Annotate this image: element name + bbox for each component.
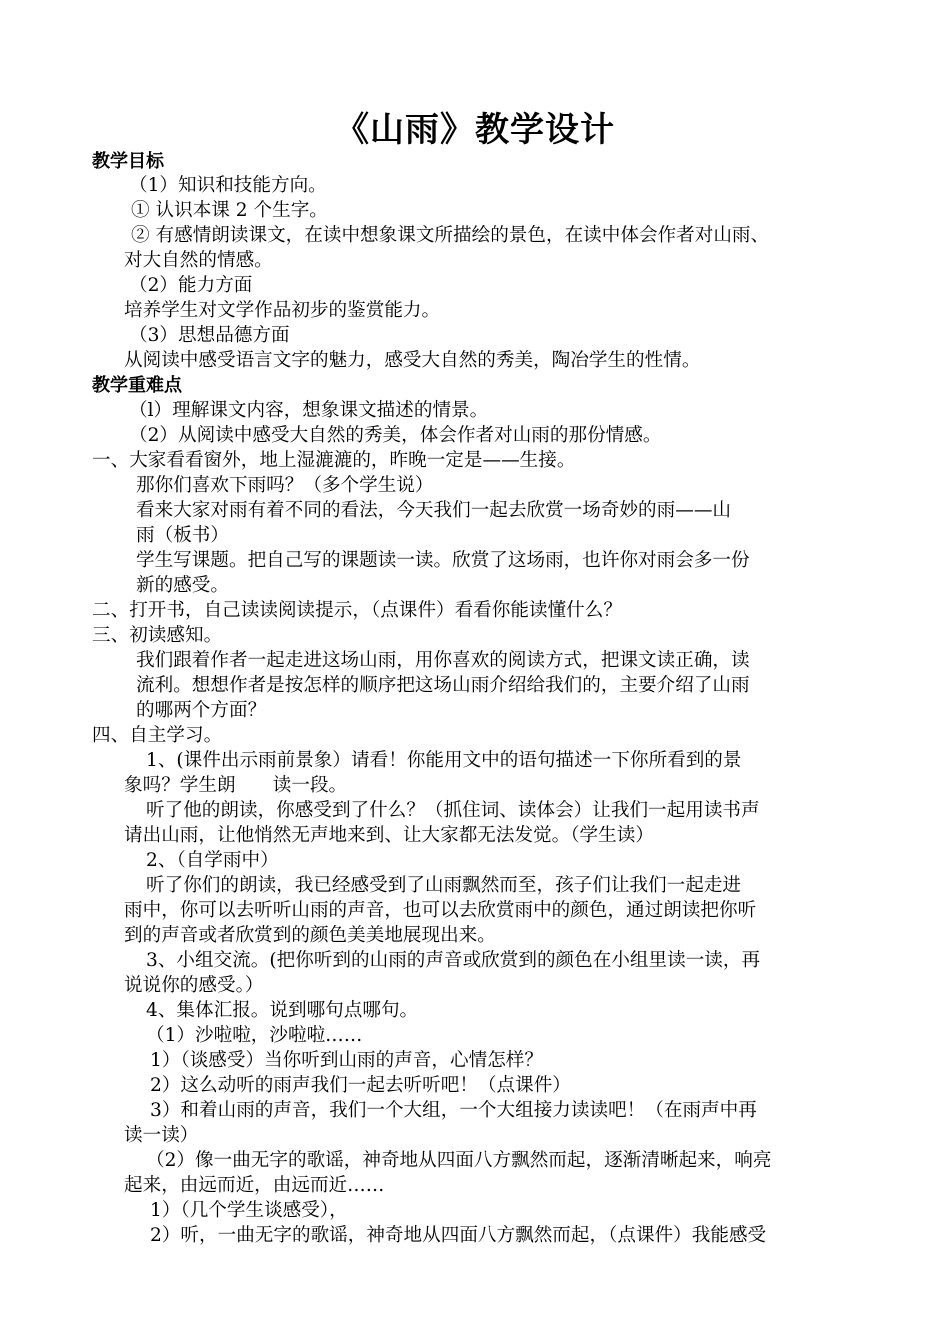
text-line: （3）思想品德方面: [129, 325, 290, 346]
text-line: 看来大家对雨有着不同的看法，今天我们一起去欣赏一场奇妙的雨——山: [136, 500, 732, 521]
text-line: 读一读）: [124, 1125, 199, 1146]
text-line: 3、小组交流。(把你听到的山雨的声音或欣赏到的颜色在小组里读一读，再: [146, 950, 761, 971]
text-line: 一、大家看看窗外，地上湿漉漉的，昨晚一定是——生接。: [92, 450, 576, 471]
text-line: 培养学生对文学作品初步的鉴赏能力。: [124, 300, 441, 321]
text-line: 2、（自学雨中）: [146, 850, 279, 871]
text-line: 学生写课题。把自己写的课题读一读。欣赏了这场雨，也许你对雨会多一份: [136, 550, 750, 571]
text-line: 到的声音或者欣赏到的颜色美美地展现出来。: [124, 925, 496, 946]
text-line: 请出山雨，让他悄然无声地来到、让大家都无法发觉。（学生读）: [124, 825, 654, 846]
text-line: 1）（谈感受）当你听到山雨的声音，心情怎样？: [150, 1050, 543, 1071]
text-line: 我们跟着作者一起走进这场山雨，用你喜欢的阅读方式，把课文读正确，读: [136, 650, 750, 671]
text-line: （l）理解课文内容，想象课文描述的情景。: [129, 400, 489, 421]
text-line: 雨（板书）: [136, 525, 229, 546]
text-line: 的哪两个方面？: [136, 700, 267, 721]
text-line: 对大自然的情感。: [124, 250, 273, 271]
section-heading: 教学目标: [92, 151, 164, 172]
text-line: 那你们喜欢下雨吗？（多个学生说）: [136, 475, 434, 496]
text-line: ② 有感情朗读课文，在读中想象课文所描绘的景色，在读中体会作者对山雨、: [131, 225, 770, 246]
text-line: 起来，由远而近，由远而近……: [124, 1175, 385, 1196]
page-title: 《山雨》教学设计: [335, 110, 615, 150]
text-line: 三、初读感知。: [92, 625, 223, 646]
text-line: （2）从阅读中感受大自然的秀美，体会作者对山雨的那份情感。: [129, 425, 662, 446]
text-line: 听了你们的朗读，我已经感受到了山雨飘然而至，孩子们让我们一起走进: [146, 875, 742, 896]
text-line: 流利。想想作者是按怎样的顺序把这场山雨介绍给我们的，主要介绍了山雨: [136, 675, 750, 696]
text-line: 4、集体汇报。说到哪句点哪句。: [146, 1000, 419, 1021]
text-line: （2）能力方面: [129, 275, 253, 296]
text-line: （2）像一曲无字的歌谣，神奇地从四面八方飘然而起，逐渐清晰起来，响亮: [146, 1150, 772, 1171]
text-line: 象吗？学生朗 读一段。: [124, 775, 348, 796]
text-line: 四、自主学习。: [92, 725, 223, 746]
text-line: 2）这么动听的雨声我们一起去听听吧！（点课件）: [150, 1075, 571, 1096]
text-line: 3）和着山雨的声音，我们一个大组，一个大组接力读读吧！（在雨声中再: [150, 1100, 757, 1121]
text-line: 新的感受。: [136, 575, 229, 596]
text-line: 二、打开书，自己读读阅读提示，（点课件）看看你能读懂什么？: [92, 600, 622, 621]
section-heading: 教学重难点: [92, 375, 182, 396]
text-line: ① 认识本课 2 个生字。: [131, 200, 328, 221]
text-line: 1、(课件出示雨前景象）请看！你能用文中的语句描述一下你所看到的景: [146, 750, 742, 771]
text-line: 雨中，你可以去听听山雨的声音，也可以去欣赏雨中的颜色，通过朗读把你听: [124, 900, 757, 921]
text-line: 从阅读中感受语言文字的魅力，感受大自然的秀美，陶冶学生的性情。: [124, 350, 701, 371]
text-line: 说说你的感受。）: [124, 975, 264, 996]
text-line: 2）听，一曲无字的歌谣，神奇地从四面八方飘然而起，（点课件）我能感受: [150, 1225, 767, 1246]
text-line: （1）知识和技能方向。: [129, 175, 327, 196]
text-line: （1）沙啦啦，沙啦啦……: [146, 1025, 363, 1046]
text-line: 1）（几个学生谈感受），: [150, 1200, 348, 1221]
text-line: 听了他的朗读，你感受到了什么？（抓住词、读体会）让我们一起用读书声: [146, 800, 760, 821]
